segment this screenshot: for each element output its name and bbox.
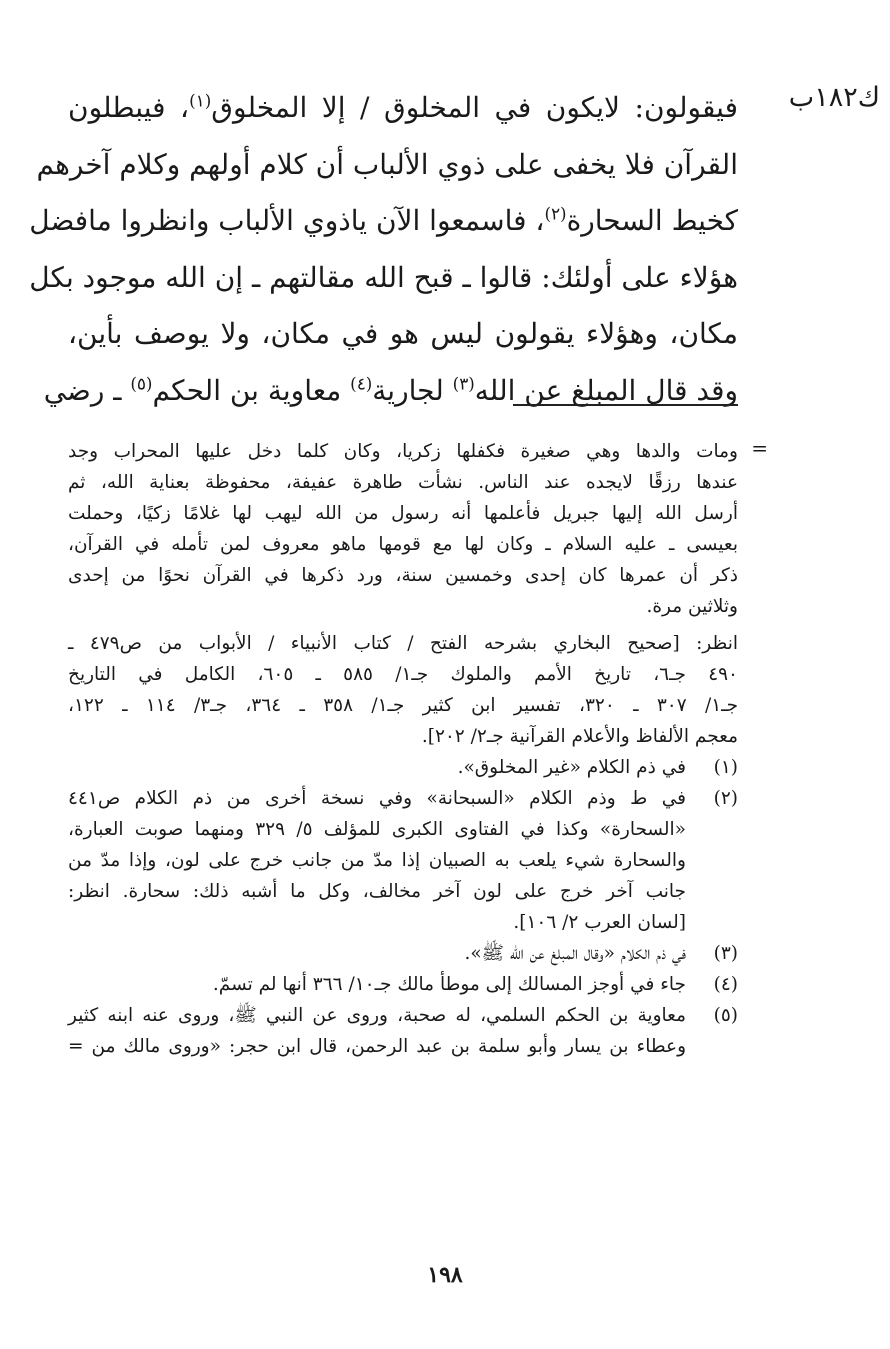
text-segment: لجارية xyxy=(372,373,453,407)
footnote-line: والسحارة شيء يلعب به الصبيان إذا مدّ من جانب خرج على لون، وإذا مدّ من xyxy=(68,850,686,871)
main-text-line: مكان، وهؤلاء يقولون ليس هو في مكان، ولا يوصف بأين، xyxy=(68,317,738,350)
footnote-5 xyxy=(68,1000,738,1062)
text-segment: ، فيبطلون xyxy=(68,91,190,124)
footnote-line: جانب آخر خرج على لون آخر مخالف، وكل ما أشبه ذلك: سحارة. انظر: xyxy=(68,881,686,902)
footnote-marker[interactable]: (٣) xyxy=(452,373,475,394)
main-text-line xyxy=(68,80,738,137)
footnotes-block xyxy=(68,436,738,1062)
footnote-3 xyxy=(68,938,738,969)
text-segment: كخيط السحارة xyxy=(566,204,738,237)
text-segment: فيقولون: لايكون في المخلوق / إلا المخلوق xyxy=(211,91,738,124)
footnote-number: (٢) xyxy=(713,788,738,809)
footnote-line: في ذم الكلام «غير المخلوق». xyxy=(457,757,686,778)
footnote-line: أرسل الله إليها جبريل فأعلمها أنه رسول من الله ليهب لها غلامًا زكيًا، وحملت xyxy=(68,503,738,524)
footnote-line: معاوية بن الحكم السلمي، له صحبة، وروى عن النبي ﷺ، وروى عنه ابنه كثير xyxy=(68,1005,686,1026)
footnote-number: (١) xyxy=(713,757,738,778)
text-segment: ، فاسمعوا الآن ياذوي الألباب وانظروا مافضل xyxy=(29,204,545,237)
reference-line: جـ١/ ٣٠٧ ـ ٣٢٠، تفسير ابن كثير جـ١/ ٣٥٨ ـ ٣٦٤، جـ٣/ ١١٤ ـ ١٢٢، xyxy=(68,695,739,716)
footnote-marker[interactable]: (١) xyxy=(189,90,212,111)
footnote-number: (٣) xyxy=(713,943,738,964)
footnote-2 xyxy=(68,783,738,938)
text-segment: وقد قال المبلغ عن الله xyxy=(474,373,738,407)
footnote-marker[interactable]: (٢) xyxy=(544,203,567,224)
main-text-block xyxy=(29,80,738,419)
footnote-line: ذكر أن عمرها كان إحدى وخمسين سنة، ورد ذكرها في القرآن نحوًا من إحدى xyxy=(68,565,738,586)
main-text-line xyxy=(29,193,738,250)
footnote-line: وثلاثين مرة. xyxy=(646,596,738,617)
footnote-number: (٤) xyxy=(713,974,738,995)
footnote-line: بعيسى ـ عليه السلام ـ وكان لها مع قومها ماهو معروف لمن تأمله في القرآن، xyxy=(68,534,738,555)
footnote-marker[interactable]: (٤) xyxy=(350,373,373,394)
reference-line: معجم الألفاظ والأعلام القرآنية جـ٢/ ٢٠٢]. xyxy=(421,726,738,747)
text-segment: معاوية بن الحكم xyxy=(152,373,351,407)
footnote-separator-rule xyxy=(513,404,738,406)
footnote-line: وعطاء بن يسار وأبو سلمة بن عبد الرحمن، قال ابن حجر: «وروى مالك من = xyxy=(68,1036,686,1057)
reference-line: انظر: [صحيح البخاري بشرحه الفتح / كتاب الأنبياء / الأبواب من ص٤٧٩ ـ xyxy=(68,633,738,654)
footnote-4 xyxy=(68,969,738,1000)
text-segment: ـ رضي xyxy=(43,373,131,407)
footnote-line: [لسان العرب ٢/ ١٠٦]. xyxy=(513,912,686,933)
page-number: ١٩٨ xyxy=(427,1262,463,1288)
footnote-number: (٥) xyxy=(713,1005,738,1026)
footnote-line: عندها رزقًا لايجده عند الناس. نشأت طاهرة عفيفة، محفوظة بعناية الله، ثم xyxy=(68,472,738,493)
footnote-line: في ذم الكلام «وقال المبلغ عن الله ﷺ». xyxy=(464,943,686,964)
footnote-line: جاء في أوجز المسالك إلى موطأ مالك جـ١٠/ ٣٦٦ أنها لم تسمّ. xyxy=(212,974,686,995)
main-text-line: هؤلاء على أولئك: قالوا ـ قبح الله مقالتهم ـ إن الله موجود بكل xyxy=(29,260,738,294)
footnote-1 xyxy=(68,752,738,783)
main-text-line xyxy=(43,363,738,420)
footnote-line: «السحارة» وكذا في الفتاوى الكبرى للمؤلف ٥/ ٣٢٩ ومنهما صوبت العبارة، xyxy=(68,819,686,840)
manuscript-folio-reference: ك١٨٢ب xyxy=(788,82,880,113)
footnote-marker[interactable]: (٥) xyxy=(130,373,153,394)
footnote-line: ومات والدها وهي صغيرة فكفلها زكريا، وكان كلما دخل عليها المحراب وجد xyxy=(68,441,738,462)
footnote-line: في ط وذم الكلام «السبحانة» وفي نسخة أخرى من ذم الكلام ص٤٤١ xyxy=(68,788,686,809)
main-text-line: القرآن فلا يخفى على ذوي الألباب أن كلام أولهم وكلام آخرهم xyxy=(36,147,738,181)
reference-line: ٤٩٠ جـ٦، تاريخ الأمم والملوك جـ١/ ٥٨٥ ـ ٦٠٥، الكامل في التاريخ xyxy=(68,664,738,685)
continued-footnote xyxy=(68,436,738,752)
continuation-mark: = xyxy=(751,436,768,460)
